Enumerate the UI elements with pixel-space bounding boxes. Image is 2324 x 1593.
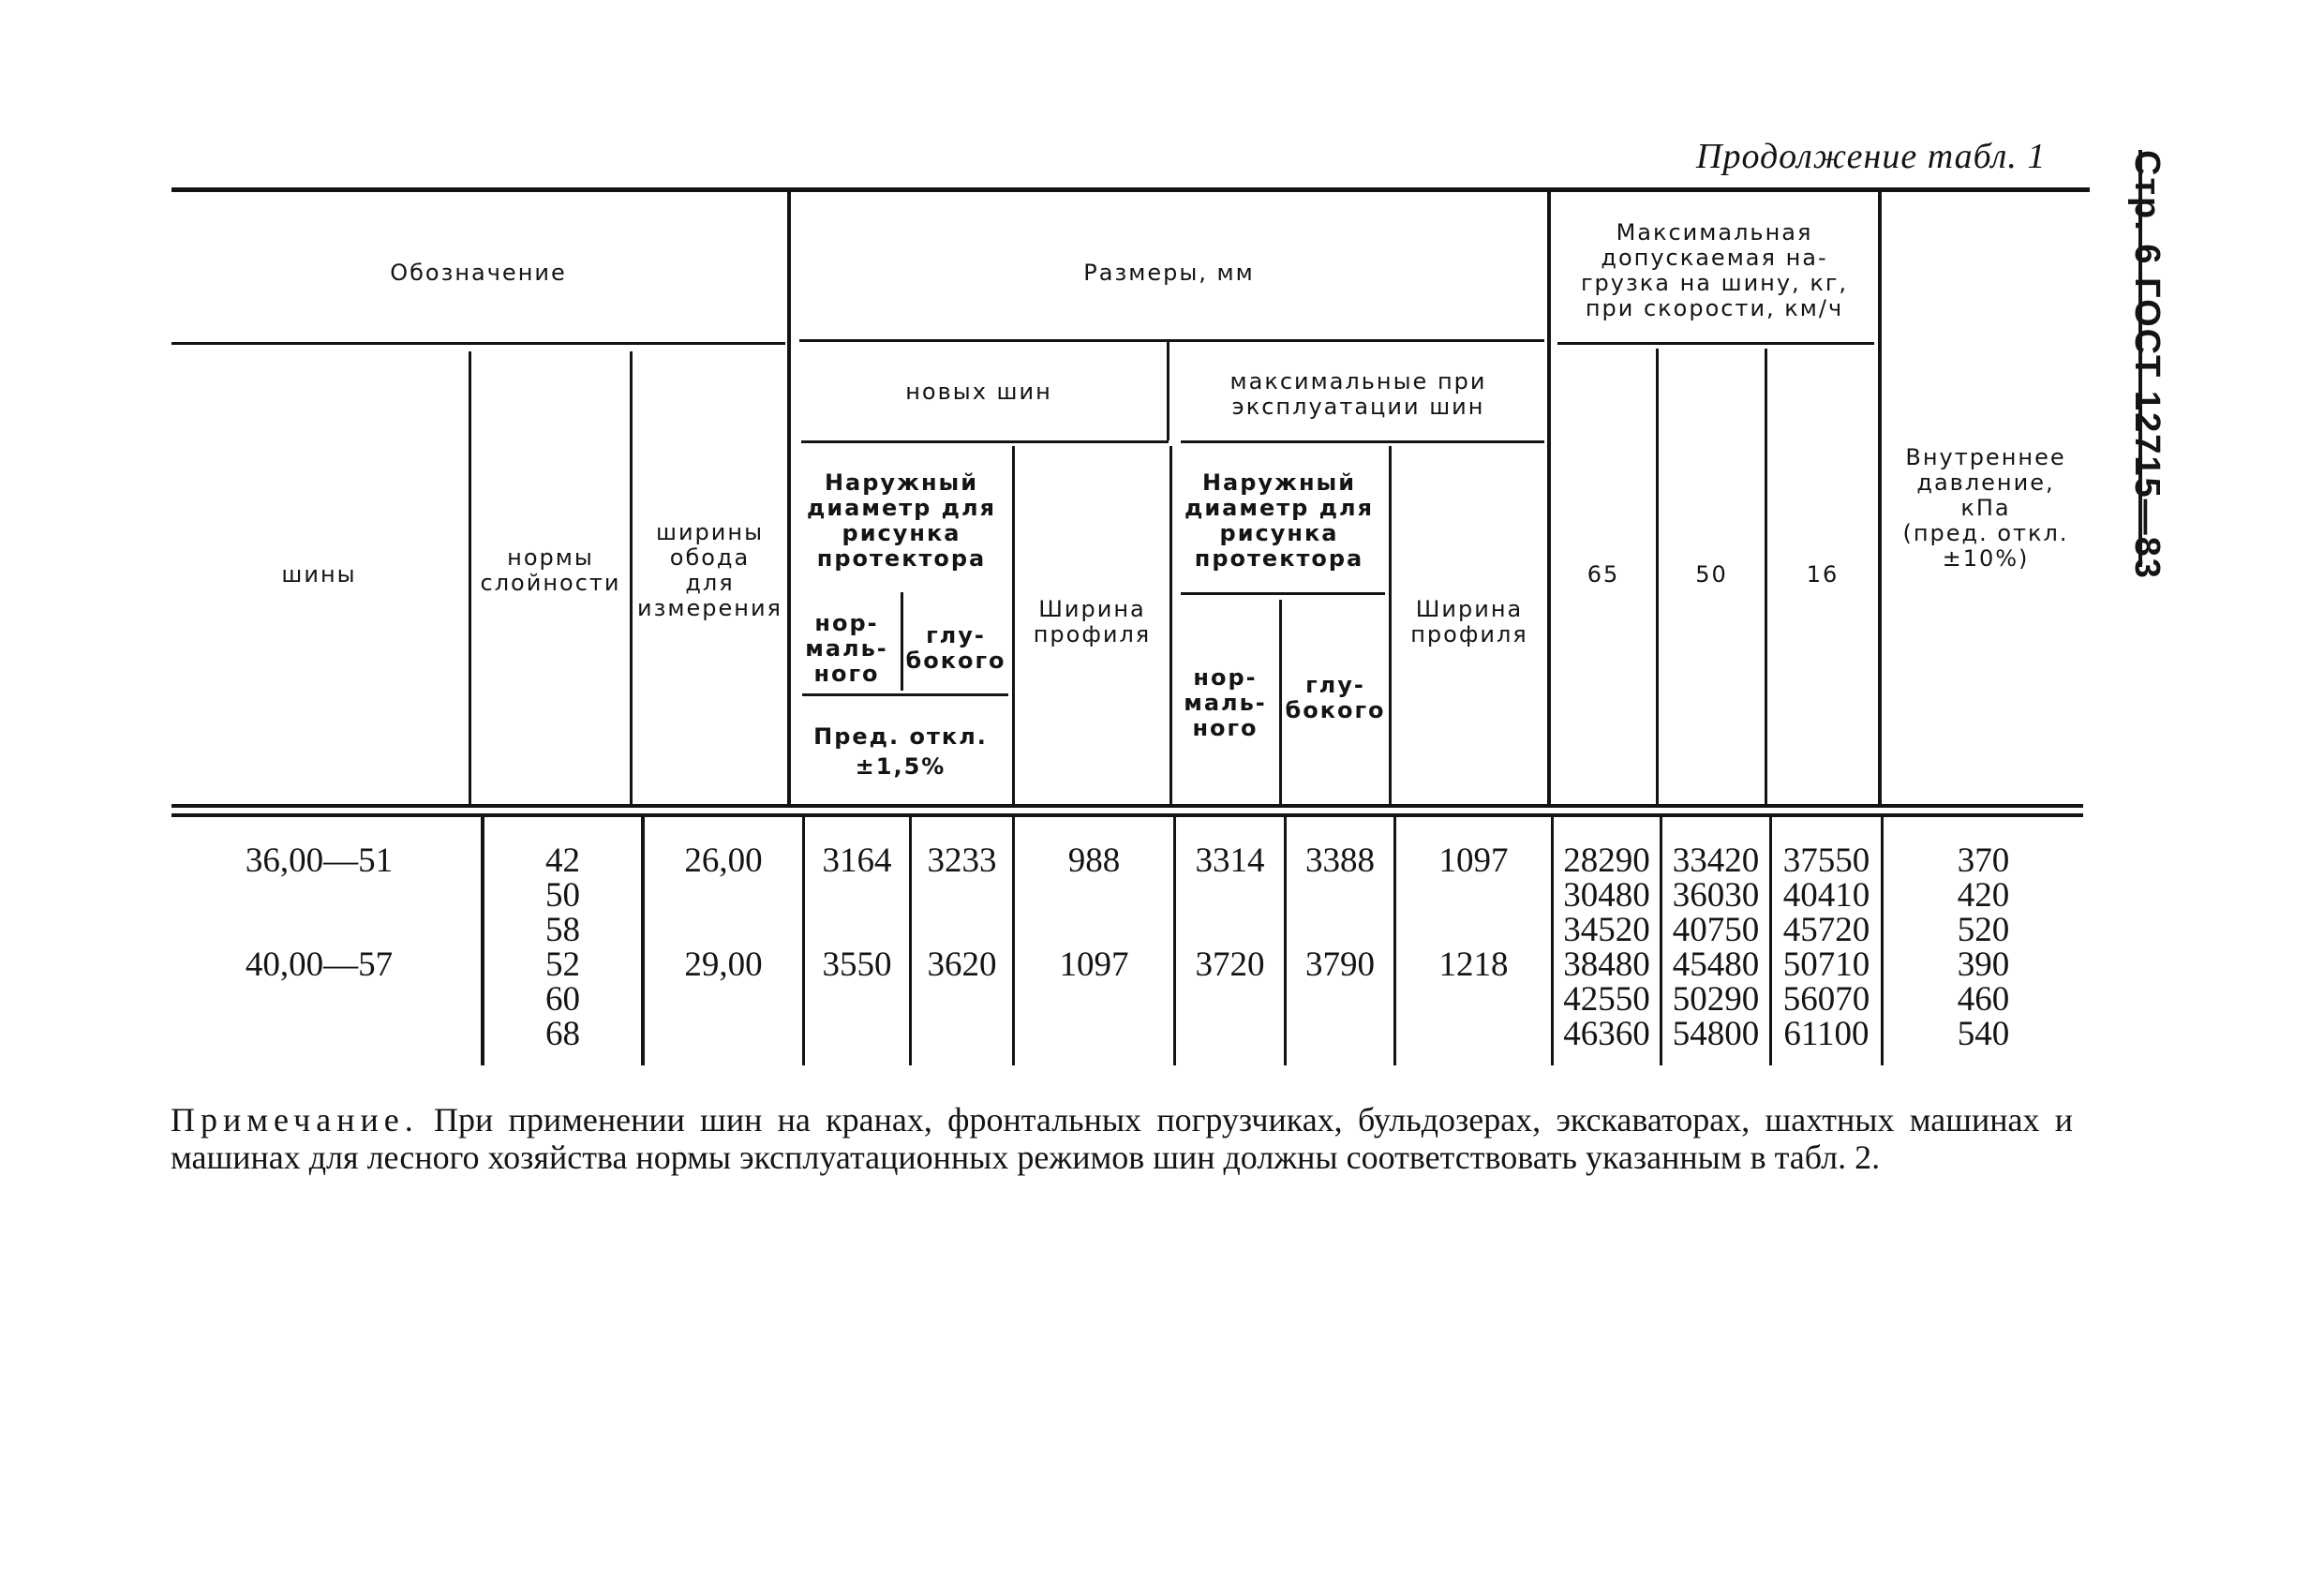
new-normal-diameter: 3164 bbox=[822, 841, 892, 880]
note-text: При применении шин на кранах, фронтальных погрузчиках, бульдозерах, экскаваторах, шахтных машинах и машинах для лесного хозяйства нормы эксплуатационных режимов шин должны соответствовать указанным в табл. 2. bbox=[171, 1101, 2074, 1176]
header-max-normal: нор- маль- ного bbox=[1184, 664, 1267, 741]
header-speed-50: 50 bbox=[1695, 561, 1728, 588]
continuation-label: Продолжение табл. 1 bbox=[1696, 137, 2047, 176]
header-new-outer-diameter: Наружный диаметр для рисунка протектора bbox=[806, 469, 997, 572]
ply-rating-list: 42 50 58 bbox=[545, 841, 580, 949]
table-note bbox=[171, 1101, 2073, 1176]
header-speed-65: 65 bbox=[1587, 561, 1620, 588]
header-speed-16: 16 bbox=[1806, 561, 1840, 588]
side-page-label: Стр. 6 ГОСТ 12715—83 bbox=[2127, 150, 2167, 580]
header-max-operation: максимальные при эксплуатации шин bbox=[1229, 368, 1487, 420]
new-deep-diameter: 3233 bbox=[927, 841, 997, 880]
header-new-normal: нор- маль- ного bbox=[805, 610, 888, 687]
rim-width: 29,00 bbox=[684, 945, 763, 984]
header-ply-rating: нормы слойности bbox=[480, 544, 621, 596]
header-tire: шины bbox=[281, 561, 357, 588]
load-65-column: 28290 30480 34520 38480 42550 46360 bbox=[1563, 841, 1650, 1053]
header-max-deep: глу- бокого bbox=[1285, 672, 1386, 723]
header-designation: Обозначение bbox=[390, 260, 567, 286]
new-normal-diameter: 3550 bbox=[822, 945, 892, 984]
note-label: Примечание. bbox=[171, 1101, 419, 1139]
load-50-column: 33420 36030 40750 45480 50290 54800 bbox=[1672, 841, 1760, 1053]
header-rim-width: ширины обода для измерения bbox=[637, 519, 782, 621]
header-max-load: Максимальная допускаемая на- грузка на шину, кг, при скорости, км/ч bbox=[1580, 219, 1849, 321]
max-normal-diameter: 3314 bbox=[1195, 841, 1265, 880]
header-max-outer-diameter: Наружный диаметр для рисунка протектора bbox=[1184, 469, 1375, 572]
new-profile-width: 1097 bbox=[1059, 945, 1129, 984]
new-deep-diameter: 3620 bbox=[927, 945, 997, 984]
tire-designation: 40,00—57 bbox=[245, 945, 394, 984]
header-dimensions: Размеры, мм bbox=[1083, 260, 1255, 286]
max-deep-diameter: 3388 bbox=[1305, 841, 1375, 880]
header-tolerance: Пред. откл. ±1,5% bbox=[813, 723, 988, 780]
header-new-tires: новых шин bbox=[905, 379, 1052, 405]
header-new-profile-width: Ширина профиля bbox=[1033, 596, 1152, 648]
max-profile-width: 1218 bbox=[1438, 945, 1509, 984]
rim-width: 26,00 bbox=[684, 841, 763, 880]
max-deep-diameter: 3790 bbox=[1305, 945, 1375, 984]
header-pressure: Внутреннее давление, кПа (пред. откл. ±10%) bbox=[1902, 444, 2069, 572]
header-max-profile-width: Ширина профиля bbox=[1410, 596, 1528, 648]
tire-designation: 36,00—51 bbox=[245, 841, 394, 880]
pressure-column: 370 420 520 390 460 540 bbox=[1957, 841, 2010, 1053]
header-new-deep: глу- бокого bbox=[905, 622, 1006, 674]
load-16-column: 37550 40410 45720 50710 56070 61100 bbox=[1782, 841, 1870, 1053]
new-profile-width: 988 bbox=[1067, 841, 1121, 880]
max-normal-diameter: 3720 bbox=[1195, 945, 1265, 984]
ply-rating-list: 52 60 68 bbox=[545, 945, 580, 1053]
max-profile-width: 1097 bbox=[1438, 841, 1509, 880]
